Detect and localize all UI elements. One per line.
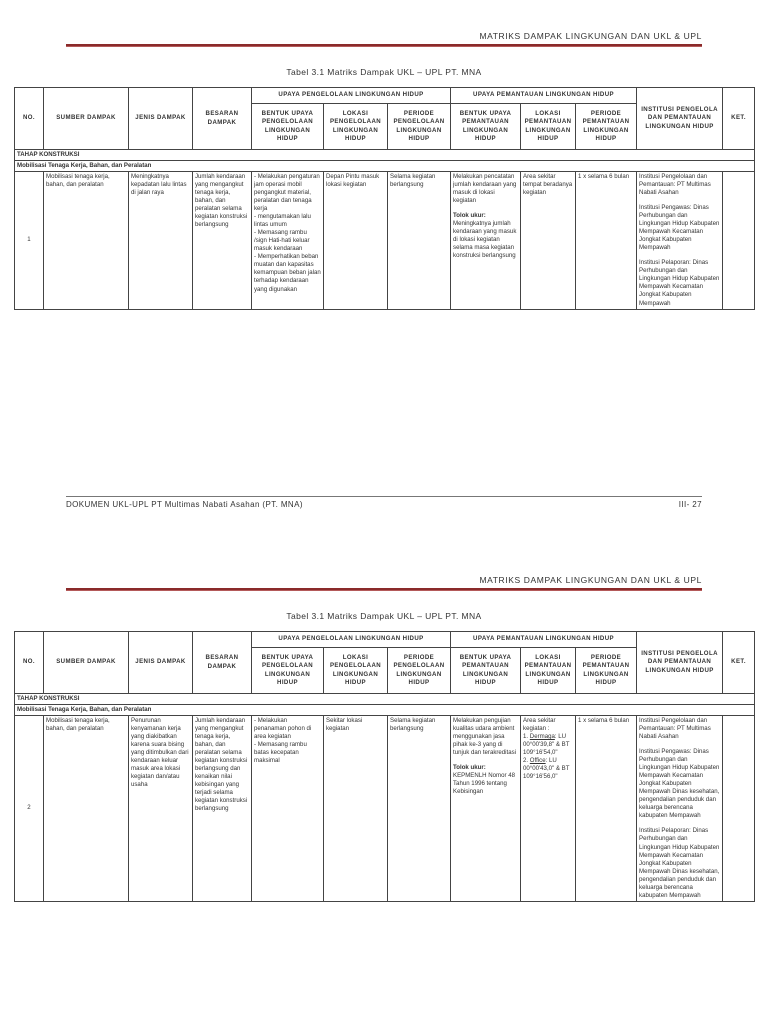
- col-lokasi-pemantauan: LOKASI PEMANTAUAN LINGKUNGAN HIDUP: [521, 104, 576, 150]
- cell-periode-pengelolaan: Selama kegiatan berlangsung: [388, 172, 451, 309]
- col-ket: KET.: [723, 632, 755, 694]
- lokasi-point-dermaga: [523, 733, 573, 757]
- col-bentuk-pengelolaan: BENTUK UPAYA PENGELOLAAN LINGKUNGAN HIDUP: [252, 648, 324, 694]
- table-header-row: [15, 88, 755, 104]
- pengelolaan-item: - Melakukan penanaman pohon di area kegiatan: [254, 717, 312, 741]
- table-header-row: [15, 632, 755, 648]
- footer-doc-label: DOKUMEN UKL-UPL PT Multimas Nabati Asahan (PT. MNA): [66, 500, 303, 509]
- pengelolaan-item: - Memperhatikan beban muatan dan kapasitas kemampuan beban jalan terhadap kendaraan yang digunakan: [254, 253, 321, 293]
- cell-sumber-dampak: Mobilisasi tenaga kerja, bahan, dan peralatan: [44, 172, 129, 309]
- cell-lokasi-pengelolaan: Depan Pintu masuk lokasi kegiatan: [324, 172, 388, 309]
- col-upaya-pengelolaan: UPAYA PENGELOLAAN LINGKUNGAN HIDUP: [252, 632, 451, 648]
- row-number: 1: [15, 172, 44, 309]
- pemantauan-text: Melakukan pengujian kualitas udara ambient menggunakan jasa pihak ke-3 yang di tunjuk dan terakreditasi: [453, 717, 517, 757]
- point-name: Dermaga: [529, 733, 555, 741]
- tolok-ukur-text: Meningkatnya jumlah kendaraan yang masuk di lokasi kegiatan selama masa kegiatan konstruksi berlangsung: [453, 220, 517, 260]
- col-periode-pengelolaan: PERIODE PENGELOLAAN LINGKUNGAN HIDUP: [388, 104, 451, 150]
- col-besaran-dampak: BESARAN DAMPAK: [193, 632, 252, 694]
- cell-ket: [723, 716, 755, 902]
- section-row: [15, 705, 755, 716]
- institusi-pengelolaan: Institusi Pengelolaan dan Pemantauan: PT Multimas Nabati Asahan: [639, 717, 711, 741]
- cell-bentuk-pengelolaan: [252, 172, 324, 309]
- page-header-title: MATRIKS DAMPAK LINGKUNGAN DAN UKL & UPL: [479, 575, 702, 585]
- impact-matrix-table: [14, 631, 755, 902]
- page-2: [0, 544, 768, 1024]
- point-coordinates: : LU 00°00'43,0" & BT 109°16'56,0": [523, 757, 570, 781]
- institusi-pengelolaan: Institusi Pengelolaan dan Pemantauan: PT Multimas Nabati Asahan: [639, 173, 711, 197]
- table-row: [15, 172, 755, 309]
- col-sumber-dampak: SUMBER DAMPAK: [44, 88, 129, 150]
- cell-lokasi-pemantauan: [521, 716, 576, 902]
- cell-institusi: [637, 716, 723, 902]
- cell-ket: [723, 172, 755, 309]
- cell-bentuk-pemantauan: [451, 172, 521, 309]
- institusi-pelaporan: Institusi Pelaporan: Dinas Perhubungan dan Lingkungan Hidup Kabupaten Mempawah Kecamatan Jongkat Kabupaten Mempawah: [639, 259, 720, 307]
- col-bentuk-pemantauan: BENTUK UPAYA PEMANTAUAN LINGKUNGAN HIDUP: [451, 104, 521, 150]
- col-periode-pemantauan: PERIODE PEMANTAUAN LINGKUNGAN HIDUP: [576, 104, 637, 150]
- table-title: Tabel 3.1 Matriks Dampak UKL – UPL PT. MNA: [286, 611, 482, 621]
- point-prefix: 2.: [523, 757, 530, 765]
- cell-lokasi-pemantauan: Area sekitar tempat beradanya kegiatan: [521, 172, 576, 309]
- col-bentuk-pemantauan: BENTUK UPAYA PEMANTAUAN LINGKUNGAN HIDUP: [451, 648, 521, 694]
- header-rule: [66, 588, 702, 591]
- cell-jenis-dampak: Penurunan kenyamanan kerja yang diakibatkan karena suara bising yang ditimbulkan dari kendaraan keluar masuk area lokasi kegiatan dan/atau usaha: [129, 716, 193, 902]
- col-upaya-pengelolaan: UPAYA PENGELOLAAN LINGKUNGAN HIDUP: [252, 88, 451, 104]
- col-periode-pemantauan: PERIODE PEMANTAUAN LINGKUNGAN HIDUP: [576, 648, 637, 694]
- table-row: [15, 716, 755, 902]
- col-no: NO.: [15, 88, 44, 150]
- col-no: NO.: [15, 632, 44, 694]
- col-lokasi-pengelolaan: LOKASI PENGELOLAAN LINGKUNGAN HIDUP: [324, 104, 388, 150]
- section-tahap-konstruksi: TAHAP KONSTRUKSI: [15, 694, 755, 705]
- cell-periode-pemantauan: 1 x selama 6 bulan: [576, 716, 637, 902]
- tolok-ukur-label: Tolok ukur:: [453, 764, 486, 772]
- point-coordinates: : LU 00°00'39,8" & BT 109°16'54,0": [523, 733, 570, 757]
- col-ket: KET.: [723, 88, 755, 150]
- col-institusi: INSTITUSI PENGELOLA DAN PEMANTAUAN LINGKUNGAN HIDUP: [637, 632, 723, 694]
- pengelolaan-item: - Memasang rambu batas kecepatan maksimal: [254, 741, 307, 765]
- tolok-ukur-label: Tolok ukur:: [453, 212, 486, 220]
- section-row: [15, 161, 755, 172]
- cell-institusi: [637, 172, 723, 309]
- col-bentuk-pengelolaan: BENTUK UPAYA PENGELOLAAN LINGKUNGAN HIDUP: [252, 104, 324, 150]
- col-besaran-dampak: BESARAN DAMPAK: [193, 88, 252, 150]
- footer-page-number: III- 27: [678, 500, 702, 509]
- col-upaya-pemantauan: UPAYA PEMANTAUAN LINGKUNGAN HIDUP: [451, 88, 637, 104]
- cell-jenis-dampak: Meningkatnya kepadatan lalu lintas di jalan raya: [129, 172, 193, 309]
- cell-bentuk-pemantauan: [451, 716, 521, 902]
- institusi-pengawas: Institusi Pengawas: Dinas Perhubungan dan Lingkungan Hidup Kabupaten Mempawah Kecamatan Jongkat Kabupaten Mempawah Dinas kesehatan, pengendalian penduduk dan keluarga berencana kabupaten Mempawah: [639, 748, 720, 820]
- pengelolaan-item: - mengutamakan lalu lintas umum: [254, 213, 311, 229]
- page-header-title: MATRIKS DAMPAK LINGKUNGAN DAN UKL & UPL: [479, 31, 702, 41]
- col-lokasi-pengelolaan: LOKASI PENGELOLAAN LINGKUNGAN HIDUP: [324, 648, 388, 694]
- impact-matrix-table: [14, 87, 755, 310]
- point-name: Office: [529, 757, 546, 765]
- col-institusi: INSTITUSI PENGELOLA DAN PEMANTAUAN LINGKUNGAN HIDUP: [637, 88, 723, 150]
- section-row: [15, 694, 755, 705]
- cell-periode-pengelolaan: Selama kegiatan berlangsung: [388, 716, 451, 902]
- row-number: 2: [15, 716, 44, 902]
- cell-besaran-dampak: Jumlah kendaraan yang mengangkut tenaga kerja, bahan, dan peralatan selama kegiatan konstruksi berlangsung dan kenaikan nilai kebisingan yang terjadi selama kegiatan konstruksi berlangsung: [193, 716, 252, 902]
- pemantauan-text: Melakukan pencatatan jumlah kendaraan yang masuk di lokasi kegiatan: [453, 173, 517, 205]
- header-rule: [66, 44, 702, 47]
- pengelolaan-item: - Melakukan pengaturan jam operasi mobil pengangkut material, peralatan dan tenaga kerja: [254, 173, 320, 213]
- col-jenis-dampak: JENIS DAMPAK: [129, 88, 193, 150]
- cell-bentuk-pengelolaan: [252, 716, 324, 902]
- lokasi-point-office: [523, 757, 573, 781]
- cell-lokasi-pengelolaan: Sekitar lokasi kegiatan: [324, 716, 388, 902]
- institusi-pelaporan: Institusi Pelaporan: Dinas Perhubungan dan Lingkungan Hidup Kabupaten Mempawah Kecamatan Jongkat Kabupaten Mempawah Dinas kesehatan, pengendalian penduduk dan keluarga berencana kabupaten Mempawah: [639, 827, 720, 899]
- col-lokasi-pemantauan: LOKASI PEMANTAUAN LINGKUNGAN HIDUP: [521, 648, 576, 694]
- col-sumber-dampak: SUMBER DAMPAK: [44, 632, 129, 694]
- lokasi-intro: Area sekitar kegiatan :: [523, 717, 556, 733]
- section-tahap-konstruksi: TAHAP KONSTRUKSI: [15, 150, 755, 161]
- table-title: Tabel 3.1 Matriks Dampak UKL – UPL PT. MNA: [286, 67, 482, 77]
- section-mobilisasi: Mobilisasi Tenaga Kerja, Bahan, dan Peralatan: [15, 705, 755, 716]
- col-upaya-pemantauan: UPAYA PEMANTAUAN LINGKUNGAN HIDUP: [451, 632, 637, 648]
- cell-periode-pemantauan: 1 x selama 6 bulan: [576, 172, 637, 309]
- section-row: [15, 150, 755, 161]
- section-mobilisasi: Mobilisasi Tenaga Kerja, Bahan, dan Peralatan: [15, 161, 755, 172]
- footer-rule: [66, 496, 702, 497]
- col-jenis-dampak: JENIS DAMPAK: [129, 632, 193, 694]
- cell-sumber-dampak: Mobilisasi tenaga kerja, bahan, dan peralatan: [44, 716, 129, 902]
- tolok-ukur-text: KEPMENLH Nomor 48 Tahun 1996 tentang Kebisingan: [453, 772, 515, 796]
- point-prefix: 1.: [523, 733, 530, 741]
- col-periode-pengelolaan: PERIODE PENGELOLAAN LINGKUNGAN HIDUP: [388, 648, 451, 694]
- cell-besaran-dampak: Jumlah kendaraan yang mengangkut tenaga kerja, bahan, dan peralatan selama kegiatan konstruksi berlangsung: [193, 172, 252, 309]
- institusi-pengawas: Institusi Pengawas: Dinas Perhubungan dan Lingkungan Hidup Kabupaten Mempawah Kecamatan Jongkat Kabupaten Mempawah: [639, 204, 720, 252]
- pengelolaan-item: - Memasang rambu /sign Hati-hati keluar masuk kendaraan: [254, 229, 310, 253]
